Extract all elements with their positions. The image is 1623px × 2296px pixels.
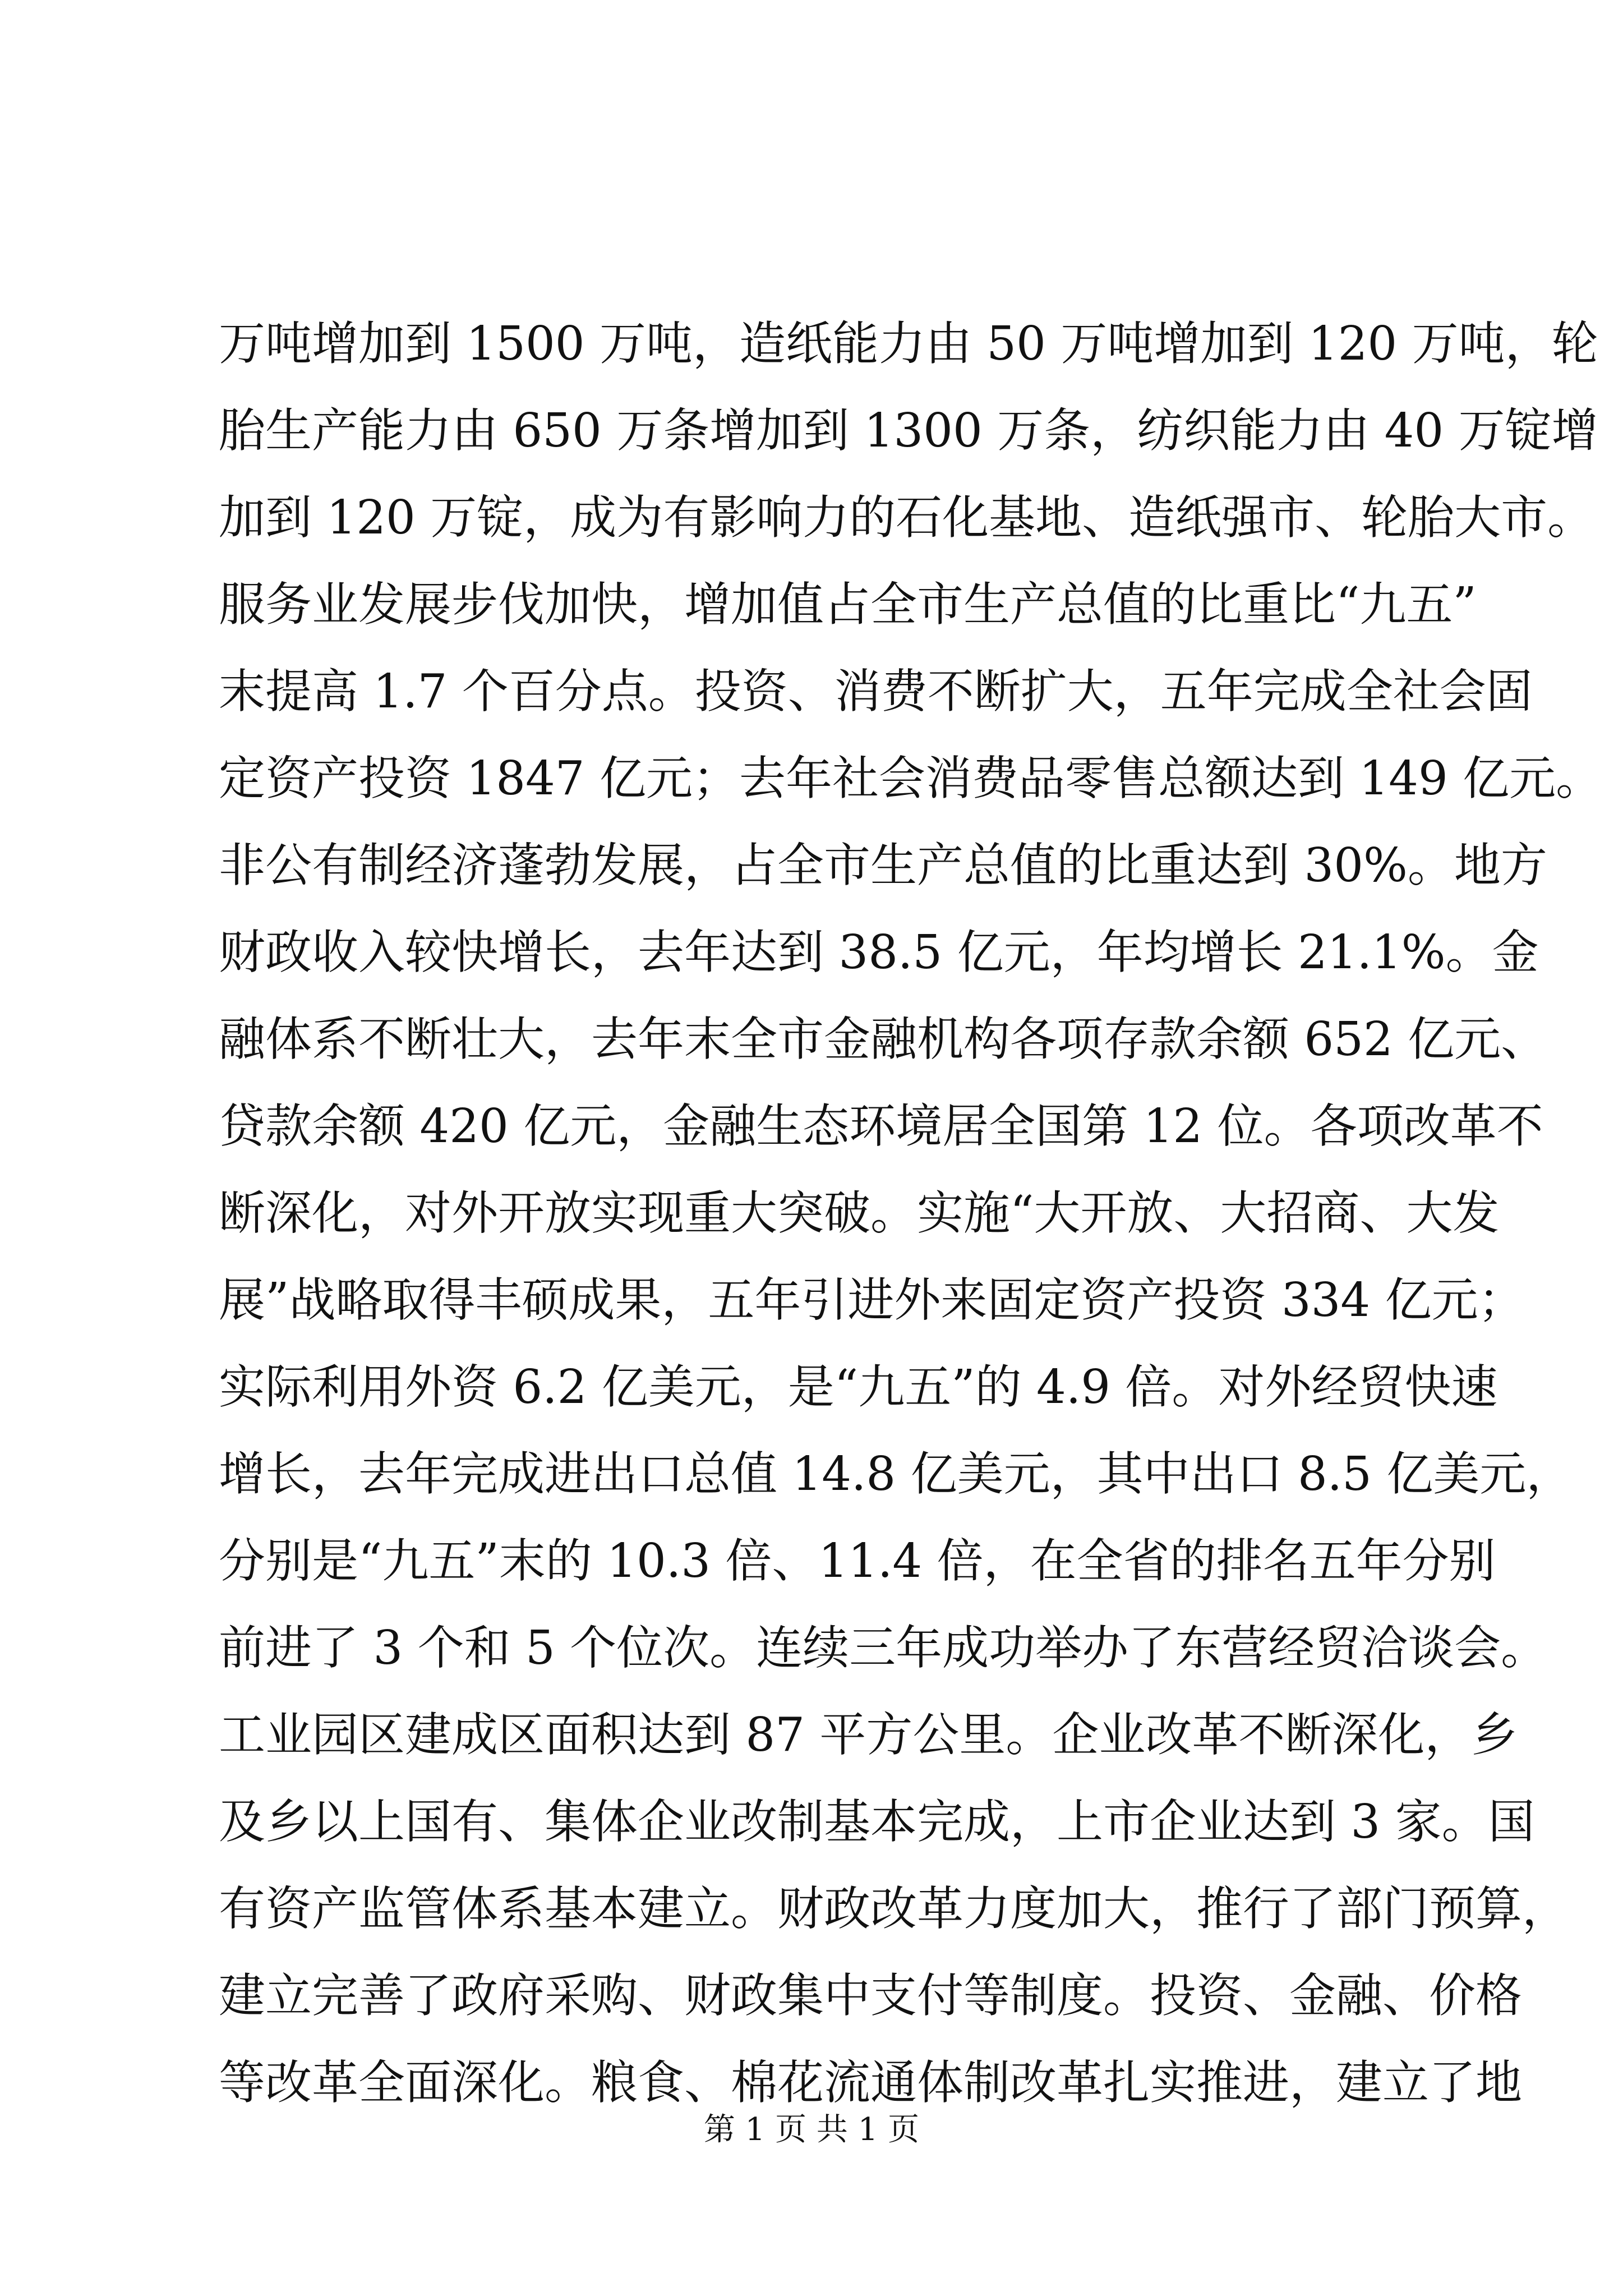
text-line-3: 加到 120 万锭，成为有影响力的石化基地、造纸强市、轮胎大市。	[219, 490, 1594, 545]
text-line-13: 实际利用外资 6.2 亿美元，是“九五”的 4.9 倍。对外经贸快速	[219, 1360, 1498, 1414]
text-line-12: 展”战略取得丰硕成果，五年引进外来固定资产投资 334 亿元；	[219, 1273, 1525, 1327]
page-number: 第 1 页 共 1 页	[703, 2111, 920, 2148]
text-line-6: 定资产投资 1847 亿元；去年社会消费品零售总额达到 149 亿元。	[219, 751, 1603, 806]
text-line-20: 建立完善了政府采购、财政集中支付等制度。投资、金融、价格	[219, 1968, 1522, 2023]
text-line-15: 分别是“九五”末的 10.3 倍、11.4 倍，在全省的排名五年分别	[219, 1534, 1496, 1588]
text-line-17: 工业园区建成区面积达到 87 平方公里。企业改革不断深化，乡	[219, 1708, 1518, 1762]
text-line-14: 增长，去年完成进出口总值 14.8 亿美元，其中出口 8.5 亿美元，	[219, 1447, 1573, 1501]
body-text	[219, 300, 1603, 2126]
text-line-4: 服务业发展步伐加快，增加值占全市生产总值的比重比“九五”	[219, 577, 1477, 632]
text-line-8: 财政收入较快增长，去年达到 38.5 亿元，年均增长 21.1%。金	[219, 925, 1539, 979]
text-line-16: 前进了 3 个和 5 个位次。连续三年成功举办了东营经贸洽谈会。	[219, 1621, 1548, 1675]
text-line-19: 有资产监管体系基本建立。财政改革力度加大，推行了部门预算，	[219, 1881, 1569, 1936]
text-line-11: 断深化，对外开放实现重大突破。实施“大开放、大招商、大发	[219, 1186, 1500, 1240]
text-line-5: 末提高 1.7 个百分点。投资、消费不断扩大，五年完成全社会固	[219, 664, 1533, 719]
text-line-1: 万吨增加到 1500 万吨，造纸能力由 50 万吨增加到 120 万吨，轮	[219, 316, 1598, 371]
text-line-9: 融体系不断壮大，去年末全市金融机构各项存款余额 652 亿元、	[219, 1012, 1548, 1066]
text-line-7: 非公有制经济蓬勃发展，占全市生产总值的比重达到 30%。地方	[219, 838, 1547, 892]
text-line-21: 等改革全面深化。粮食、棉花流通体制改革扎实推进，建立了地	[219, 2055, 1522, 2110]
text-line-10: 贷款余额 420 亿元，金融生态环境居全国第 12 位。各项改革不	[219, 1099, 1543, 1153]
text-line-18: 及乡以上国有、集体企业改制基本完成，上市企业达到 3 家。国	[219, 1795, 1535, 1849]
page-footer	[0, 2110, 1623, 2150]
text-line-2: 胎生产能力由 650 万条增加到 1300 万条，纺织能力由 40 万锭增	[219, 403, 1598, 458]
